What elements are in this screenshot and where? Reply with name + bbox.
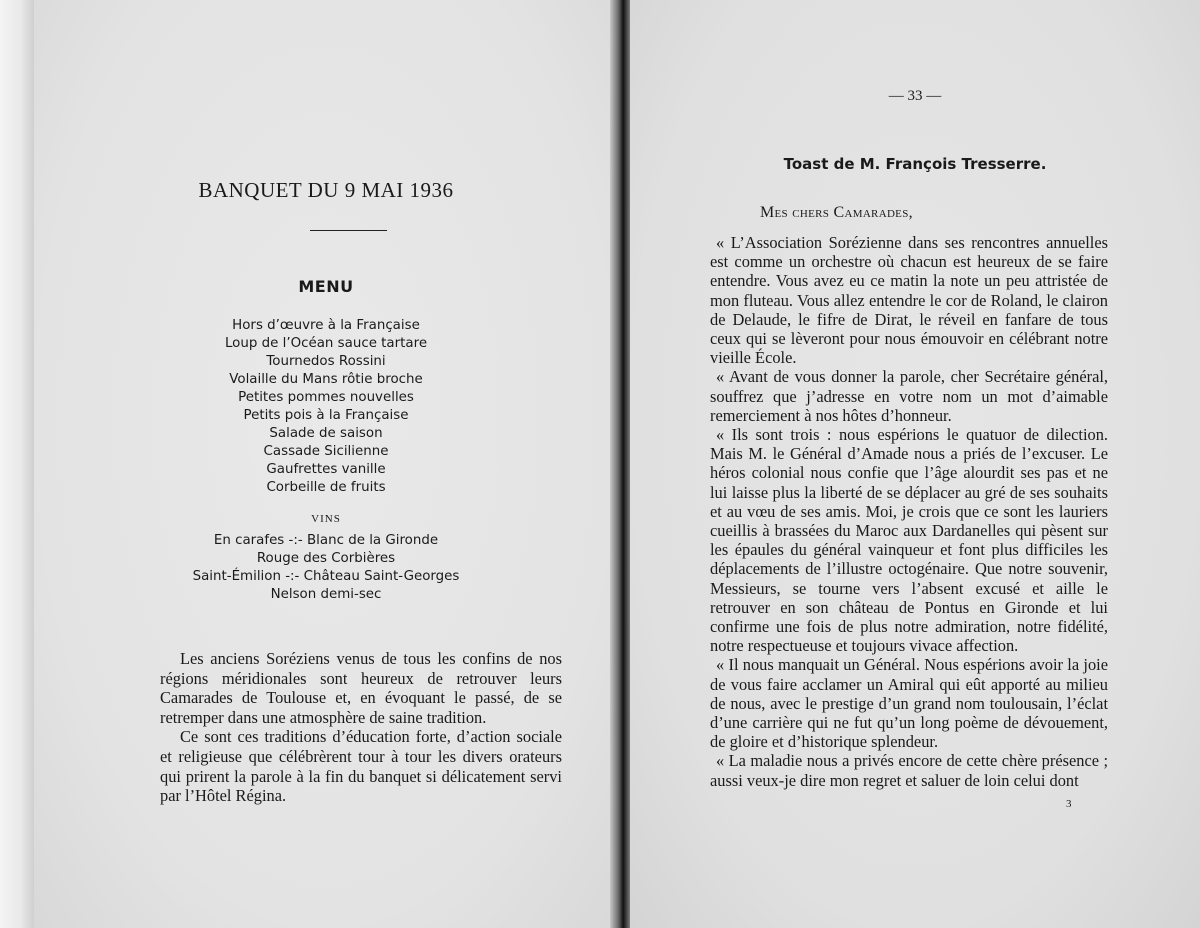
paragraph: « Il nous manquait un Général. Nous espérions avoir la joie de vous faire acclamer un Amiral qui eût apporté au milieu de nous, avec le prestige d’un grand nom toulousain, l’éclat d’une carrière qui ne fut qu’un long poème de dévouement, de gloire et d’historique splendeur. xyxy=(710,655,1108,752)
menu-item: Hors d’œuvre à la Française xyxy=(232,318,420,333)
menu-item: Volaille du Mans rôtie broche xyxy=(229,372,423,387)
right-body-text xyxy=(710,233,1108,790)
menu-item: Petits pois à la Française xyxy=(243,408,409,423)
paragraph: Les anciens Soréziens venus de tous les confins de nos régions méridionales sont heureux de retrouver leurs Camarades de Toulouse et, en évoquant le passé, de se retremper dans une atmosphère de saine tradition. xyxy=(160,649,562,727)
menu-list xyxy=(34,317,618,497)
vins-item: En carafes -:- Blanc de la Gironde xyxy=(213,533,439,548)
title-rule xyxy=(310,230,387,231)
paragraph: « L’Association Sorézienne dans ses rencontres annuelles est comme un orchestre où chacun est heureux de se faire entendre. Vous avez eu ce matin la note un peu attristée de mon fluteau. Vous allez entendre le cor de Roland, le clairon de Delaude, le fifre de Dirat, le réveil en fanfare de tous ceux qui se lèveront pour nous émouvoir en célébrant notre vieille École. xyxy=(710,233,1108,368)
vins-heading: VINS xyxy=(311,513,341,525)
toast-title: Toast de M. François Tresserre. xyxy=(783,155,1047,173)
salutation: Mes chers Camarades, xyxy=(760,204,913,221)
left-body-text xyxy=(160,649,562,806)
left-page xyxy=(34,0,618,928)
paragraph: « Ils sont trois : nous espérions le quatuor de dilection. Mais M. le Général d’Amade nous a priés de l’excuser. Le héros colonial nous confie que l’âge alourdit ses pas et ne lui laisse plus la liberté de se déplacer au gré de ses souhaits et au vœu de ses amis. Moi, je crois que ce sont les lauriers cueillis à brassées du Maroc aux Dardanelles qui pèsent sur les épaules du général vainqueur et font plus difficiles les déplacements de l’illustre octogénaire. Que notre souvenir, Messieurs, se tourne vers l’absent excusé et aille le retrouver en son château de Pontus en Gironde et lui confirme une fois de plus notre admiration, notre fidélité, notre respectueuse et toujours vivace affection. xyxy=(710,425,1108,656)
menu-heading: MENU xyxy=(298,277,354,296)
menu-item: Gaufrettes vanille xyxy=(266,462,386,477)
vins-list xyxy=(34,532,618,604)
right-page xyxy=(630,0,1200,928)
menu-item: Loup de l’Océan sauce tartare xyxy=(224,336,428,351)
menu-item: Salade de saison xyxy=(269,426,383,441)
signature-mark: 3 xyxy=(1066,798,1072,810)
paragraph: « La maladie nous a privés encore de cette chère présence ; aussi veux-je dire mon regret et saluer de loin celui dont xyxy=(710,751,1108,790)
vins-item: Saint-Émilion -:- Château Saint-Georges xyxy=(192,569,460,584)
page-number: — 33 — xyxy=(888,88,942,104)
vins-item: Nelson demi-sec xyxy=(270,587,382,602)
menu-item: Tournedos Rossini xyxy=(266,354,386,369)
menu-item: Petites pommes nouvelles xyxy=(238,390,414,405)
banquet-title: BANQUET DU 9 MAI 1936 xyxy=(198,178,454,202)
paragraph: « Avant de vous donner la parole, cher Secrétaire général, souffrez que j’adresse en votre nom un mot d’aimable remerciement à nos hôtes d’honneur. xyxy=(710,367,1108,425)
menu-item: Cassade Sicilienne xyxy=(263,444,389,459)
menu-item: Corbeille de fruits xyxy=(266,480,386,495)
page-edge xyxy=(0,0,34,928)
vins-item: Rouge des Corbières xyxy=(256,551,396,566)
paragraph: Ce sont ces traditions d’éducation forte, d’action sociale et religieuse que célébrèrent tour à tour les divers orateurs qui prirent la parole à la fin du banquet si délicatement servi par l’Hôtel Régina. xyxy=(160,727,562,806)
